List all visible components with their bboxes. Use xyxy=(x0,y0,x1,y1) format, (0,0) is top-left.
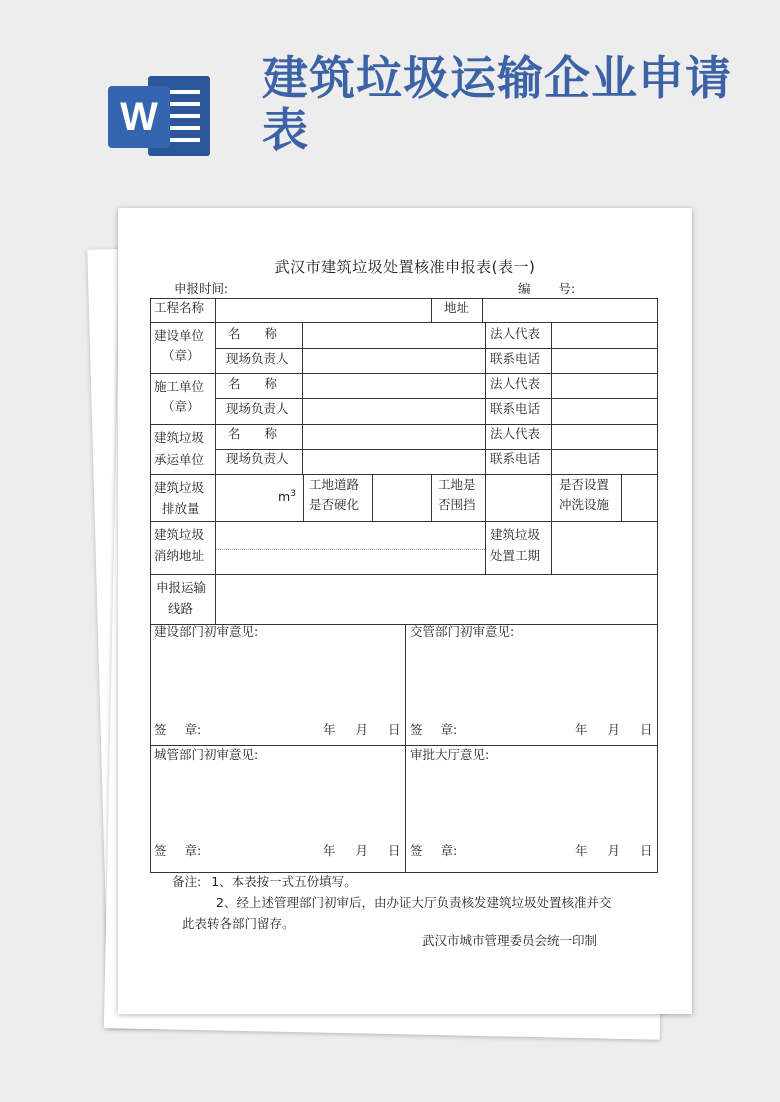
legal-rep-label: 法人代表 xyxy=(490,426,541,441)
signature-label: 签 章: xyxy=(154,722,202,737)
washing-facility-label-2: 冲洗设施 xyxy=(559,497,610,512)
date-ymd: 年 月 日 xyxy=(575,843,653,858)
washing-facility-label: 是否设置 xyxy=(559,477,610,492)
phone-label: 联系电话 xyxy=(490,351,541,366)
fenced-label-2: 否围挡 xyxy=(438,497,476,512)
form-sheet xyxy=(118,208,692,1014)
construction-unit-label: 建设单位 xyxy=(154,328,205,343)
discharge-label: 建筑垃圾 xyxy=(154,480,205,495)
site-manager-label: 现场负责人 xyxy=(226,401,289,416)
legal-rep-label: 法人代表 xyxy=(490,326,541,341)
disposal-address-label: 建筑垃圾 xyxy=(154,527,205,542)
disposal-period-label: 建筑垃圾 xyxy=(490,527,541,542)
site-manager-label: 现场负责人 xyxy=(226,451,289,466)
traffic-dept-opinion-label: 交管部门初审意见: xyxy=(410,624,515,639)
date-ymd: 年 月 日 xyxy=(323,843,401,858)
site-manager-label: 现场负责人 xyxy=(226,351,289,366)
road-hardened-label: 工地道路 xyxy=(309,477,360,492)
transport-unit-label: 建筑垃圾 xyxy=(154,430,205,445)
signature-label: 签 章: xyxy=(410,722,458,737)
serial-number-label: 编 号: xyxy=(518,281,576,296)
notes-line-2: 2、经上述管理部门初审后，由办证大厅负责核发建筑垃圾处置核准并交 xyxy=(216,895,612,910)
declaration-date-label: 申报时间: xyxy=(174,281,229,296)
form-title: 武汉市建筑垃圾处置核准申报表(表一) xyxy=(274,258,536,276)
transport-unit-label-2: 承运单位 xyxy=(154,452,205,467)
notes-line-3: 此表转各部门留存。 xyxy=(182,916,295,931)
legal-rep-label: 法人代表 xyxy=(490,376,541,391)
phone-label: 联系电话 xyxy=(490,451,541,466)
builder-unit-label: 施工单位 xyxy=(154,379,205,394)
date-ymd: 年 月 日 xyxy=(575,722,653,737)
phone-label: 联系电话 xyxy=(490,401,541,416)
city-dept-opinion-label: 城管部门初审意见: xyxy=(154,747,259,762)
banner-title: 建筑垃圾运输企业申请表 xyxy=(262,51,732,157)
disposal-address-label-2: 消纳地址 xyxy=(154,548,205,563)
svg-text:W: W xyxy=(120,95,158,139)
discharge-label-2: 排放量 xyxy=(162,501,200,516)
word-document-icon xyxy=(108,70,214,162)
notes-line-1: 备注: 1、本表按一式五份填写。 xyxy=(172,874,357,889)
fenced-label: 工地是 xyxy=(438,477,476,492)
issuer-note: 武汉市城市管理委员会统一印制 xyxy=(422,933,598,948)
route-label-2: 线路 xyxy=(168,601,194,616)
name-label: 名 称 xyxy=(228,376,278,391)
construction-dept-opinion-label: 建设部门初审意见: xyxy=(154,624,259,639)
signature-label: 签 章: xyxy=(154,843,202,858)
signature-label: 签 章: xyxy=(410,843,458,858)
route-label: 申报运输 xyxy=(156,580,207,595)
road-hardened-label-2: 是否硬化 xyxy=(309,497,360,512)
name-label: 名 称 xyxy=(228,326,278,341)
hall-opinion-label: 审批大厅意见: xyxy=(410,747,490,762)
date-ymd: 年 月 日 xyxy=(323,722,401,737)
cubic-meter-unit: $m^3$ xyxy=(278,489,296,505)
disposal-period-label-2: 处置工期 xyxy=(490,548,541,563)
address-label: 地址 xyxy=(444,300,470,315)
builder-unit-seal: （章） xyxy=(162,399,200,414)
project-name-label: 工程名称 xyxy=(154,300,205,315)
name-label: 名 称 xyxy=(228,426,278,441)
construction-unit-seal: （章） xyxy=(162,348,200,363)
